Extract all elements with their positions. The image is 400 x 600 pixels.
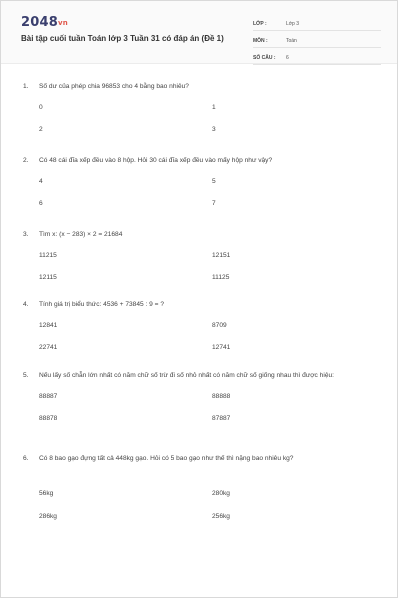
meta-row-subject — [253, 34, 381, 48]
question-number: 4. — [23, 301, 29, 308]
answer-option[interactable]: 256kg — [212, 513, 230, 520]
page-title: Bài tập cuối tuần Toán lớp 3 Tuần 31 có đáp án (Đề 1) — [21, 34, 224, 43]
question-prompt: Số dư của phép chia 96853 cho 4 bằng bao nhiêu? — [39, 83, 189, 90]
question-number: 6. — [23, 455, 29, 462]
answer-option[interactable]: 3 — [212, 126, 216, 133]
answer-option[interactable]: 88878 — [39, 415, 58, 422]
logo-text: 2048 — [21, 15, 58, 30]
meta-label: MÔN : — [253, 37, 268, 44]
question-text — [23, 81, 383, 92]
answer-option[interactable]: 12741 — [212, 344, 231, 351]
meta-info — [253, 17, 381, 68]
answer-option[interactable]: 2 — [39, 126, 43, 133]
question-item — [23, 81, 383, 155]
answer-option[interactable]: 12841 — [39, 322, 58, 329]
question-item — [23, 370, 383, 453]
question-number: 5. — [23, 372, 29, 379]
question-number: 2. — [23, 157, 29, 164]
question-item — [23, 155, 383, 229]
answer-option[interactable]: 5 — [212, 178, 216, 185]
question-text — [23, 299, 383, 310]
answer-option[interactable]: 56kg — [39, 490, 54, 497]
question-prompt: Có 48 cái đĩa xếp đều vào 8 hộp. Hỏi 30 cái đĩa xếp đều vào mấy hộp như vậy? — [39, 157, 273, 164]
site-logo[interactable] — [21, 15, 68, 30]
question-item — [23, 229, 383, 299]
question-item — [23, 299, 383, 370]
answer-option[interactable]: 7 — [212, 200, 216, 207]
question-list — [23, 81, 383, 553]
meta-value: Toán — [286, 37, 297, 44]
meta-label: LỚP : — [253, 20, 267, 27]
question-number: 1. — [23, 83, 29, 90]
question-text — [23, 229, 383, 240]
answer-option[interactable]: 87887 — [212, 415, 231, 422]
meta-label: SỐ CÂU : — [253, 54, 276, 61]
question-prompt: Tính giá trị biểu thức: 4536 + 73845 : 9 = ? — [39, 301, 165, 308]
answer-option[interactable]: 12151 — [212, 252, 231, 259]
answer-option[interactable]: 88887 — [39, 393, 58, 400]
answer-option[interactable]: 0 — [39, 104, 43, 111]
answer-option[interactable]: 4 — [39, 178, 43, 185]
answer-option[interactable]: 8709 — [212, 322, 227, 329]
answer-option[interactable]: 286kg — [39, 513, 57, 520]
question-prompt: Nếu lấy số chẵn lớn nhất có năm chữ số trừ đi số nhỏ nhất có năm chữ số giống nhau thì được hiệu: — [39, 372, 334, 379]
worksheet-header — [1, 1, 397, 64]
answer-option[interactable]: 88888 — [212, 393, 231, 400]
logo-suffix: vn — [57, 19, 68, 27]
meta-row-class — [253, 17, 381, 31]
answer-option[interactable]: 11215 — [39, 252, 57, 259]
question-item — [23, 453, 383, 553]
answer-option[interactable]: 22741 — [39, 344, 58, 351]
meta-value: 6 — [286, 54, 289, 61]
meta-row-count — [253, 51, 381, 65]
meta-value: Lớp 3 — [286, 20, 300, 27]
answer-option[interactable]: 280kg — [212, 490, 230, 497]
answer-option[interactable]: 12115 — [39, 274, 57, 281]
answer-option[interactable]: 11125 — [212, 274, 230, 281]
answer-option[interactable]: 6 — [39, 200, 43, 207]
question-prompt: Có 8 bao gạo đựng tất cả 448kg gạo. Hỏi có 5 bao gạo như thế thì nặng bao nhiêu kg? — [39, 455, 294, 462]
question-text — [23, 155, 383, 166]
question-text — [23, 453, 383, 464]
question-text — [23, 370, 383, 381]
question-number: 3. — [23, 231, 29, 238]
answer-option[interactable]: 1 — [212, 104, 216, 111]
question-prompt: Tìm x: (x − 283) × 2 = 21684 — [39, 231, 123, 238]
